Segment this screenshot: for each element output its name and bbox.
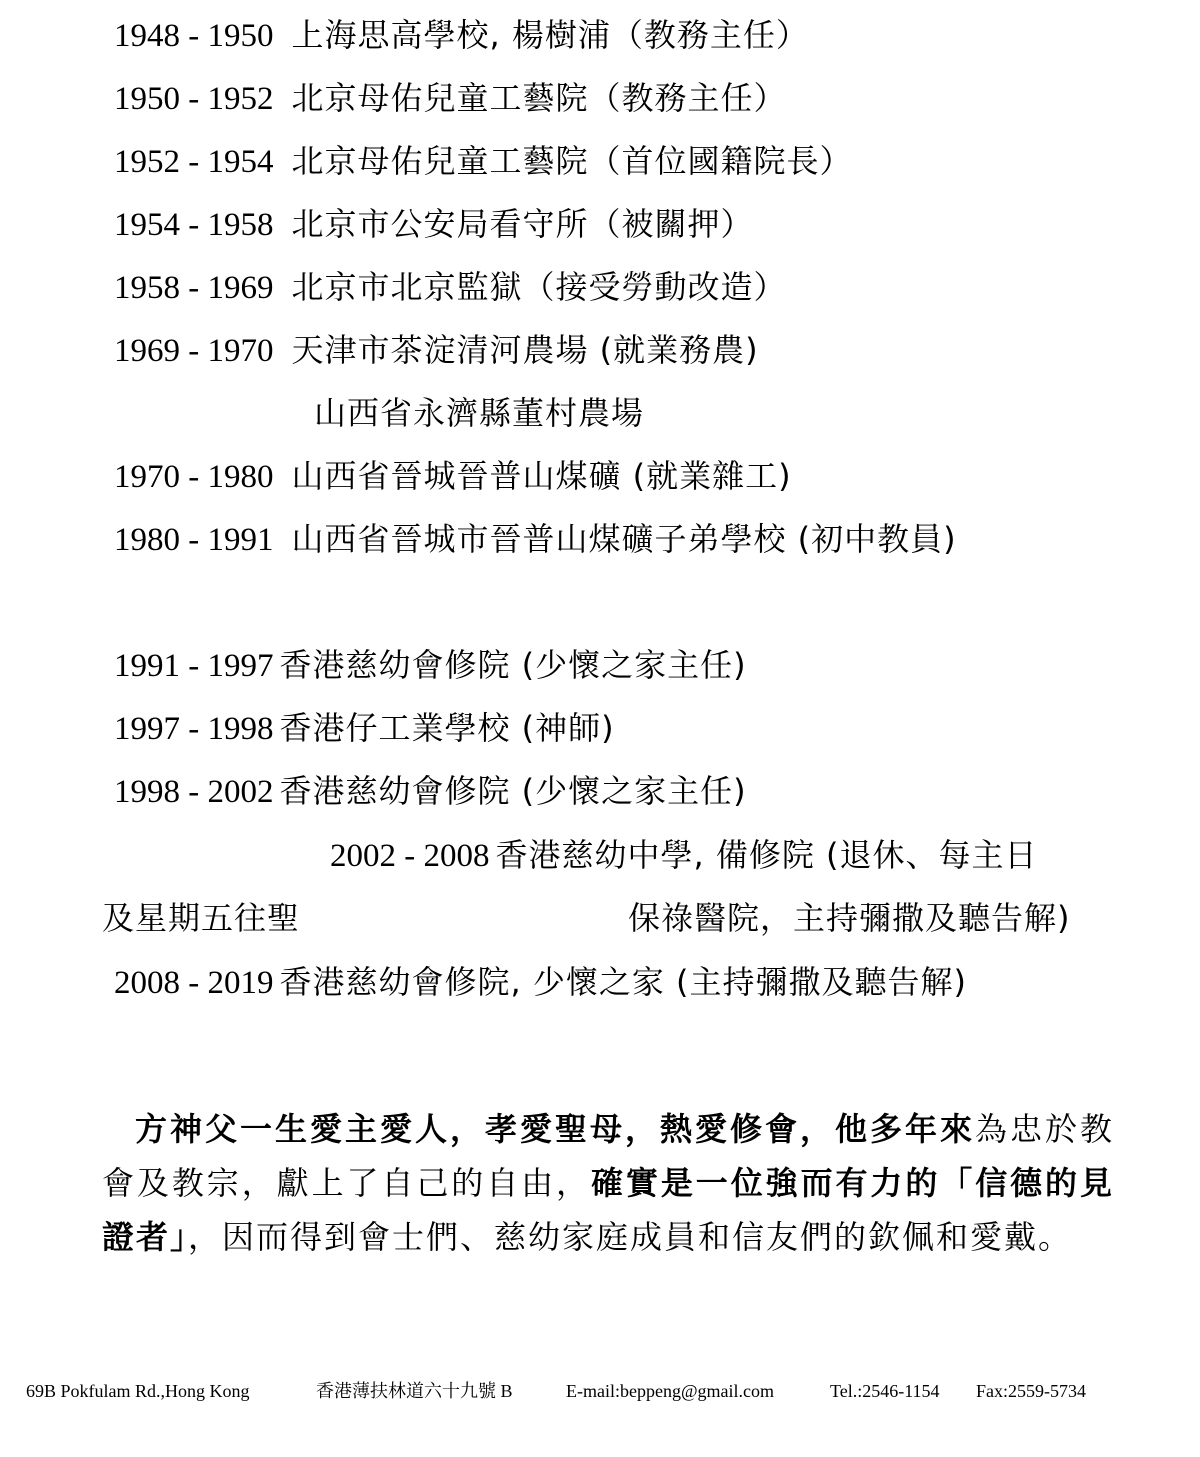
timeline-entry [114,645,747,685]
timeline-text: 天津市茶淀清河農場 (就業務農) [291,331,759,369]
timeline-entry [114,519,957,559]
timeline-entry [114,771,747,811]
timeline-entry [114,708,615,748]
timeline-entry [330,835,1038,875]
timeline-entry [114,141,853,181]
timeline-text: 香港慈幼會修院 (少懷之家主任) [279,772,747,810]
timeline-text: 北京市北京監獄（接受勞動改造） [291,268,787,306]
footer-email[interactable]: E-mail:beppeng@gmail.com [566,1381,775,1401]
tribute-text: ，因而得到會士們、慈幼家庭成員和信友們的欽佩和愛戴。 [188,1218,1073,1256]
timeline-years: 1969 - 1970 [114,333,274,369]
timeline-entry-continuation [628,898,1071,938]
timeline-years: 2002 - 2008 [330,838,490,874]
timeline-text: 北京母佑兒童工藝院（教務主任） [291,79,787,117]
timeline-entry-continuation [102,898,300,938]
timeline-years: 1954 - 1958 [114,207,274,243]
timeline-text: 及星期五往聖 [102,899,301,937]
timeline-text: 香港慈幼會修院 (少懷之家主任) [279,646,747,684]
timeline-text: 山西省永濟縣董村農場 [314,394,645,432]
timeline-text: 香港慈幼中學, 備修院 (退休、每主日 [495,836,1038,874]
timeline-text: 北京市公安局看守所（被關押） [291,205,754,243]
timeline-entry [114,267,787,307]
timeline-years: 1952 - 1954 [114,144,274,180]
timeline-years: 1998 - 2002 [114,774,274,810]
timeline-years: 1980 - 1991 [114,522,274,558]
footer-address-zh: 香港薄扶林道六十九號 B [316,1381,513,1401]
timeline-years: 1950 - 1952 [114,81,274,117]
timeline-text: 香港仔工業學校 (神師) [279,709,615,747]
timeline-years: 2008 - 2019 [114,965,274,1001]
timeline-entry [114,456,792,496]
timeline-entry [114,15,809,55]
timeline-entry [114,78,787,118]
timeline-years: 1958 - 1969 [114,270,274,306]
footer-tel: Tel.:2546-1154 [830,1381,940,1401]
tribute-paragraph [102,1102,1114,1264]
tribute-text: 為忠於教會及教宗，獻上了自己的自由， [102,1110,1114,1202]
timeline-entry-continuation [314,393,644,433]
tribute-text-bold: 確實是一位強而有力的「信德的見證者」 [102,1164,1114,1256]
timeline-years: 1997 - 1998 [114,711,274,747]
timeline-text: 山西省晉城晉普山煤礦 (就業雜工) [291,457,792,495]
timeline-text: 上海思高學校, 楊樹浦（教務主任） [291,16,809,54]
timeline-entry [114,330,759,370]
timeline-entry [114,204,754,244]
timeline-text: 山西省晉城市晉普山煤礦子弟學校 (初中教員) [291,520,957,558]
timeline-years: 1948 - 1950 [114,18,274,54]
tribute-text-bold: 方神父一生愛主愛人，孝愛聖母，熱愛修會，他多年來 [134,1110,975,1148]
footer-fax: Fax:2559-5734 [976,1381,1086,1401]
timeline-entry [114,962,967,1002]
timeline-text: 保祿醫院，主持彌撒及聽告解) [628,899,1071,937]
timeline-years: 1991 - 1997 [114,648,274,684]
footer-address-en: 69B Pokfulam Rd.,Hong Kong [26,1381,250,1401]
timeline-years: 1970 - 1980 [114,459,274,495]
timeline-text: 北京母佑兒童工藝院（首位國籍院長） [291,142,853,180]
timeline-text: 香港慈幼會修院, 少懷之家 (主持彌撒及聽告解) [279,963,967,1001]
